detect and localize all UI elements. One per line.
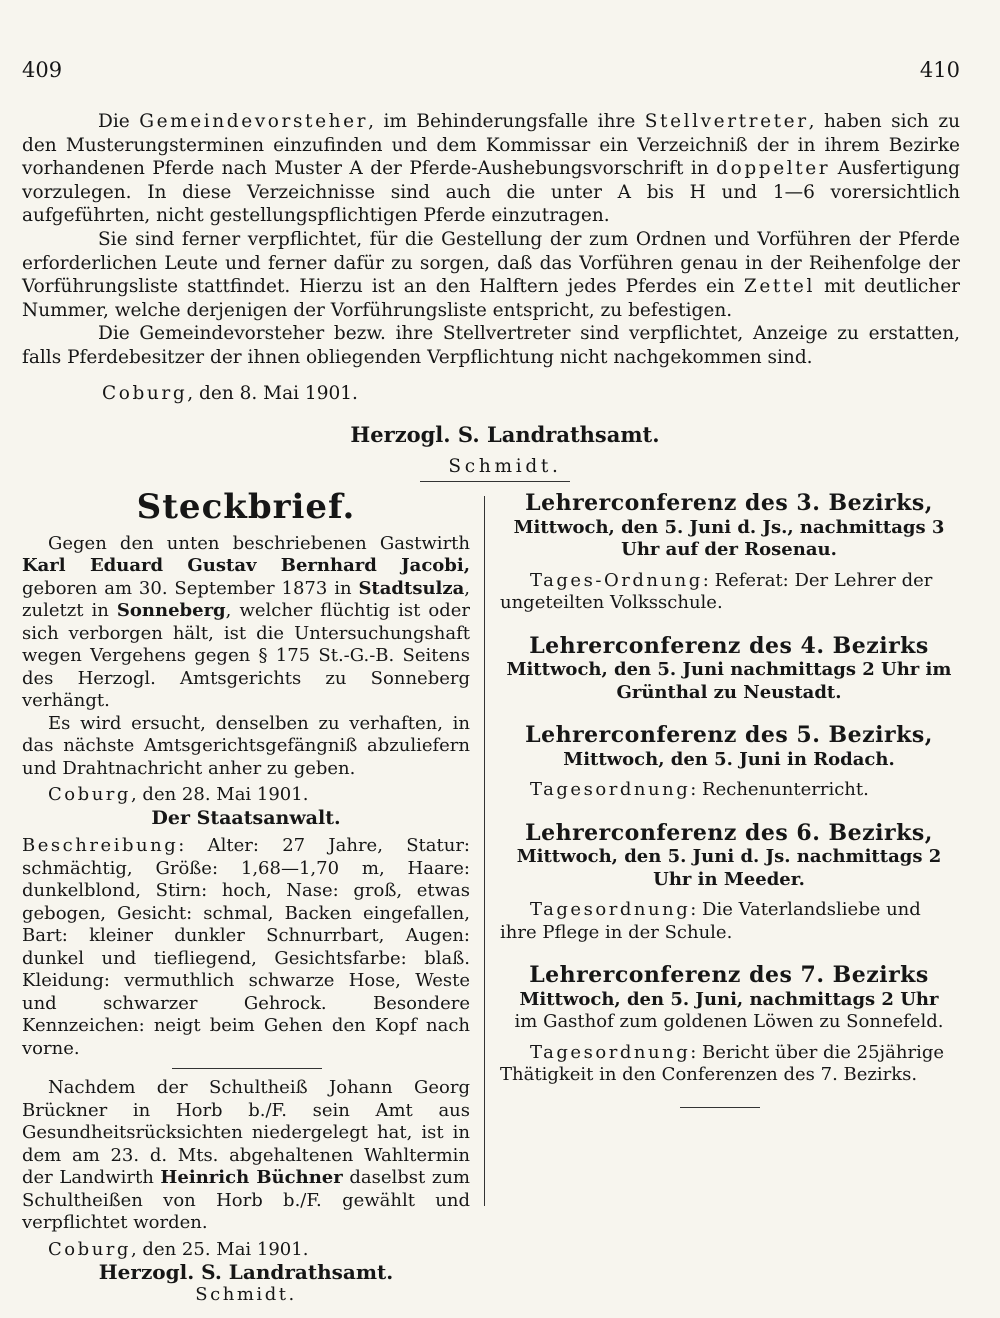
conference-7-venue: im Gasthof zum goldenen Löwen zu Sonnefeld. (514, 1011, 944, 1032)
conference-4-details: Mittwoch, den 5. Juni nachmittags 2 Uhr im Grünthal zu Neustadt. (506, 659, 952, 703)
conference-7-details: Mittwoch, den 5. Juni, nachmittags 2 Uhr (519, 988, 939, 1010)
conference-3-agenda: Tages-Ordnung: Referat: Der Lehrer der ungeteilten Volksschule. (500, 569, 933, 613)
conference-6 (500, 819, 958, 945)
right-column (500, 492, 958, 1108)
column-divider (484, 496, 485, 1206)
warrant-description: Beschreibung: Alter: 27 Jahre, Statur: schmächtig, Größe: 1,68—1,70 m, Haare: dunkelblond, Stirn: hoch, Nase: groß, etwas gebogen, Gesicht: schmal, Backen eingefallen, Bart: kleiner dunkler Schnurrbart, Augen: dunkel und tiefliegend, Gesichtsfarbe: blaß. Kleidung: vermuthlich schwarze Hose, Weste und schwarzer Gehrock. Besondere Kennzeichen: neigt beim Gehen den Kopf nach vorne. (22, 835, 470, 1059)
warrant-paragraph-2: Es wird ersucht, denselben zu verhaften, in das nächste Amtsgerichtsgefängniß abzuliefern und Drahtnachricht anher zu geben. (22, 712, 470, 779)
page-number-right: 410 (919, 58, 960, 82)
conference-5-agenda: Tagesordnung: Rechenunterricht. (530, 779, 869, 800)
top-notice (22, 110, 960, 478)
conference-7-agenda: Tagesordnung: Bericht über die 25jährige Thätigkeit in den Conferenzen des 7. Bezirks. (500, 1041, 945, 1085)
election-paragraph: Nachdem der Schultheiß Johann Georg Brückner in Horb b./F. sein Amt aus Gesundheitsrücksichten niedergelegt hat, ist in dem am 23. d. Mts. abgehaltenen Wahltermin der Landwirth Heinrich Büchner daselbst zum Schultheißen von Horb b./F. gewählt und verpflichtet worden. (22, 1077, 471, 1233)
conference-5-heading: Lehrerconferenz des 5. Bezirks, (525, 722, 933, 748)
conference-3-details: Mittwoch, den 5. Juni d. Js., nachmittags 3 Uhr auf der Rosenau. (513, 516, 945, 560)
conference-3-heading: Lehrerconferenz des 3. Bezirks, (525, 490, 933, 516)
election-dateline: Coburg, den 25. Mai 1901. (48, 1238, 309, 1260)
notice-paragraph-3: Die Gemeindevorsteher bezw. ihre Stellvertreter sind verpflichtet, Anzeige zu erstatten, falls Pferdebesitzer der ihnen obliegenden Verpflichtung nicht nachgekommen sind. (22, 323, 960, 368)
notice-paragraph-1: Die Gemeindevorsteher, im Behinderungsfalle ihre Stellvertreter, haben sich zu den Musterungsterminen einzufinden und dem Kommissar ein Verzeichniß der in ihrem Bezirke vorhandenen Pferde nach Muster A der Pferde-Aushebungsvorschrift in doppelter Ausfertigung vorzulegen. In diese Verzeichnisse sind auch die unter A bis H und 1—6 vorersichtlich aufgeführten, nicht gestellungspflichtigen Pferde einzutragen. (22, 111, 961, 227)
conference-7 (500, 964, 958, 1087)
warrant-dateline: Coburg, den 28. Mai 1901. (48, 784, 309, 805)
conference-4-heading: Lehrerconferenz des 4. Bezirks (529, 632, 929, 659)
notice-dateline: Coburg, den 8. Mai 1901. (102, 382, 358, 404)
election-office: Herzogl. S. Landrathsamt. (98, 1260, 394, 1284)
divider-top (420, 481, 570, 482)
notice-signer: Schmidt. (448, 455, 562, 477)
warrant-authority: Der Staatsanwalt. (151, 806, 341, 829)
conference-7-heading: Lehrerconferenz des 7. Bezirks (529, 962, 929, 988)
left-column (22, 487, 471, 1306)
notice-paragraph-2: Sie sind ferner verpflichtet, für die Gestellung der zum Ordnen und Vorführen der Pferde erforderlichen Leute und ferner dafür zu sorgen, daß das Vorführen genau in der Reihenfolge der Vorführungsliste stattfindet. Hierzu ist an den Halftern jedes Pferdes ein Zettel mit deutlicher Nummer, welche derjenigen der Vorführungsliste entspricht, zu befestigen. (22, 228, 960, 321)
election-signer: Schmidt. (195, 1283, 297, 1305)
page-number-left: 409 (22, 58, 63, 82)
conference-4 (500, 632, 958, 705)
conference-6-agenda: Tagesordnung: Die Vaterlandsliebe und ihre Pflege in der Schule. (500, 899, 921, 943)
warrant-paragraph-1: Gegen den unten beschriebenen Gastwirth Karl Eduard Gustav Bernhard Jacobi, geboren am 30. September 1873 in Stadtsulza, zuletzt in Sonneberg, welcher flüchtig ist oder sich verborgen hält, ist die Untersuchungshaft wegen Vergehens gegen § 175 St.-G.-B. Seitens des Herzogl. Amtsgerichts zu Sonneberg verhängt. (22, 532, 470, 711)
conference-6-heading: Lehrerconferenz des 6. Bezirks, (525, 819, 933, 846)
conference-6-details: Mittwoch, den 5. Juni d. Js. nachmittags 2 Uhr in Meeder. (516, 846, 942, 890)
warrant-title: Steckbrief. (136, 487, 356, 527)
notice-office: Herzogl. S. Landrathsamt. (350, 422, 660, 448)
conference-3 (500, 492, 958, 615)
divider-left (172, 1068, 322, 1069)
conference-5-details: Mittwoch, den 5. Juni in Rodach. (563, 748, 895, 770)
conference-5 (500, 724, 958, 802)
divider-right (680, 1107, 760, 1108)
